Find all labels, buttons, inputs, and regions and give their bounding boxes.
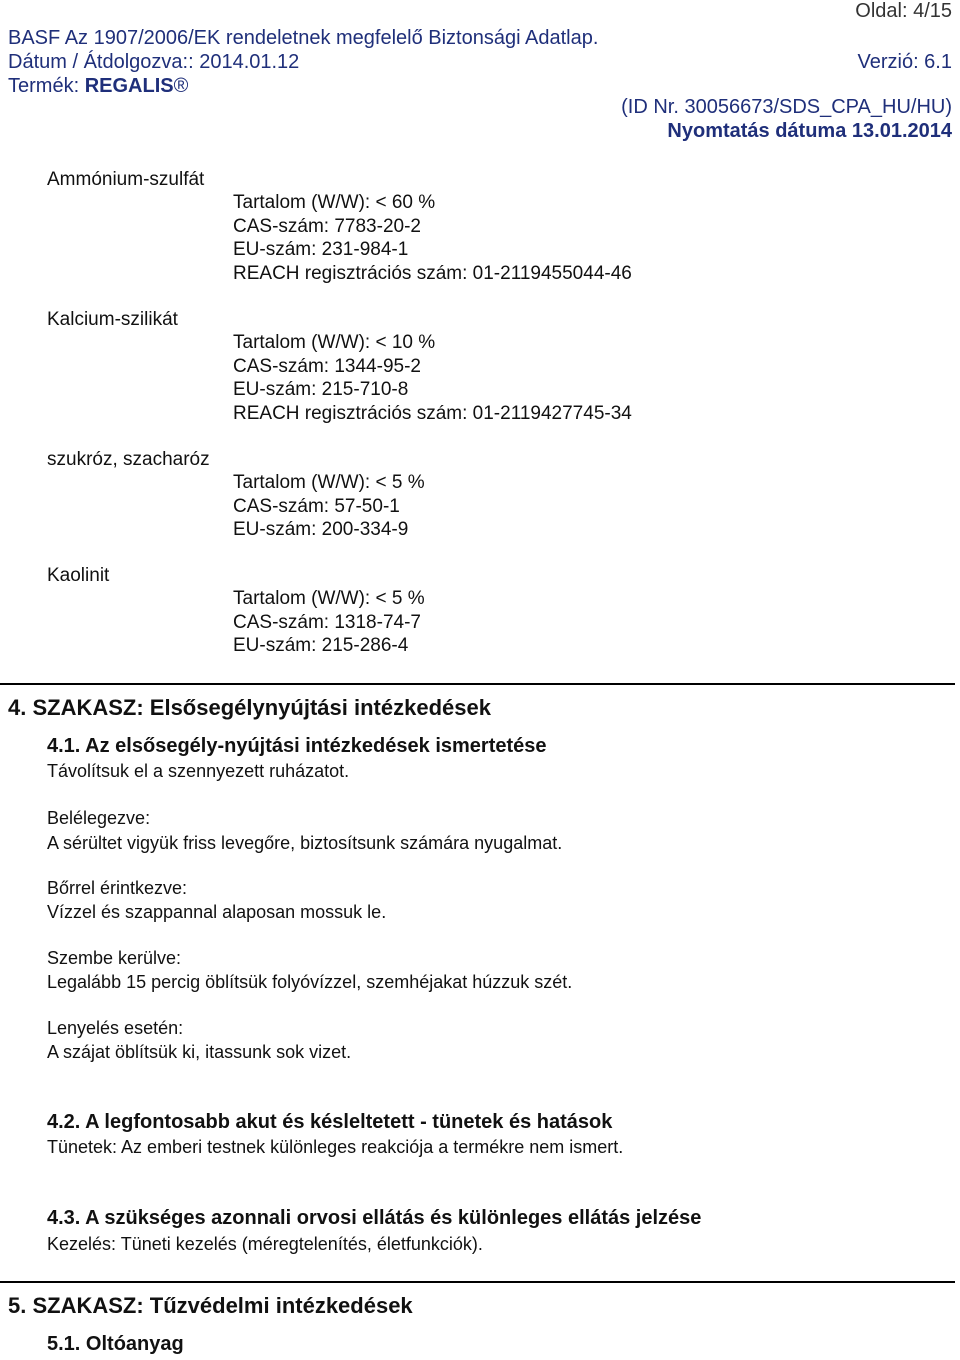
ingestion-text: A szájat öblítsük ki, itassunk sok vizet.: [47, 1042, 352, 1062]
product-line: [8, 74, 188, 98]
revision-date: Dátum / Átdolgozva:: 2014.01.12: [8, 51, 300, 73]
skin-contact-text: Vízzel és szappannal alaposan mossuk le.: [47, 902, 387, 922]
ingestion-label: Lenyelés esetén:: [47, 1018, 184, 1038]
page-number: Oldal: 4/15: [855, 0, 952, 22]
eye-contact-text: Legalább 15 percig öblítsük folyóvízzel, szemhéjakat húzzuk szét.: [47, 972, 573, 992]
component-eu: EU-szám: 231-984-1: [233, 239, 409, 260]
component-reach: REACH regisztrációs szám: 01-2119427745-34: [233, 402, 632, 424]
component-eu: EU-szám: 215-286-4: [233, 635, 409, 656]
component-content: Tartalom (W/W): < 5 %: [233, 472, 425, 493]
component-cas: CAS-szám: 1318-74-7: [233, 611, 421, 633]
section-4-title: 4. SZAKASZ: Elsősegélynyújtási intézkedések: [8, 695, 491, 720]
registered-mark: ®: [173, 75, 189, 97]
regulation-line: BASF Az 1907/2006/EK rendeletnek megfelelő Biztonsági Adatlap.: [8, 27, 599, 49]
subsection-4-2-title: 4.2. A legfontosabb akut és késleltetett - tünetek és hatások: [47, 1111, 613, 1133]
section-divider: [0, 1281, 955, 1283]
subsection-4-1-intro: Távolítsuk el a szennyezett ruházatot.: [47, 761, 350, 781]
section-divider: [0, 683, 955, 685]
component-eu: EU-szám: 200-334-9: [233, 519, 409, 540]
inhalation-label: Belélegezve:: [47, 808, 151, 828]
component-content: Tartalom (W/W): < 10 %: [233, 332, 436, 353]
subsection-4-3-title: 4.3. A szükséges azonnali orvosi ellátás és különleges ellátás jelzése: [47, 1207, 702, 1229]
print-date: Nyomtatás dátuma 13.01.2014: [667, 120, 952, 142]
component-name: szukróz, szacharóz: [47, 449, 210, 470]
document-id: (ID Nr. 30056673/SDS_CPA_HU/HU): [621, 96, 952, 118]
component-details: [233, 587, 425, 658]
component-details: [233, 331, 632, 425]
subsection-5-1-title: 5.1. Oltóanyag: [47, 1333, 184, 1355]
component-cas: CAS-szám: 7783-20-2: [233, 215, 421, 237]
component-content: Tartalom (W/W): < 5 %: [233, 588, 425, 609]
component-details: [233, 191, 632, 285]
version: Verzió: 6.1: [857, 51, 952, 73]
product-name: REGALIS: [84, 75, 174, 97]
skin-contact-label: Bőrrel érintkezve:: [47, 878, 188, 898]
component-eu: EU-szám: 215-710-8: [233, 379, 409, 400]
product-label: Termék:: [8, 75, 80, 97]
component-details: [233, 471, 425, 542]
subsection-4-2-text: Tünetek: Az emberi testnek különleges reakciója a termékre nem ismert.: [47, 1137, 624, 1157]
component-reach: REACH regisztrációs szám: 01-2119455044-46: [233, 262, 632, 284]
component-name: Kalcium-szilikát: [47, 309, 178, 330]
subsection-4-3-text: Kezelés: Tüneti kezelés (méregtelenítés, életfunkciók).: [47, 1234, 483, 1254]
component-content: Tartalom (W/W): < 60 %: [233, 192, 436, 213]
eye-contact-label: Szembe kerülve:: [47, 948, 182, 968]
inhalation-text: A sérültet vigyük friss levegőre, biztosítsunk számára nyugalmat.: [47, 833, 563, 853]
component-cas: CAS-szám: 1344-95-2: [233, 355, 421, 377]
subsection-4-1-title: 4.1. Az elsősegély-nyújtási intézkedések ismertetése: [47, 735, 547, 757]
section-5-title: 5. SZAKASZ: Tűzvédelmi intézkedések: [8, 1293, 413, 1318]
component-cas: CAS-szám: 57-50-1: [233, 495, 400, 517]
component-name: Ammónium-szulfát: [47, 169, 205, 190]
component-name: Kaolinit: [47, 565, 110, 586]
